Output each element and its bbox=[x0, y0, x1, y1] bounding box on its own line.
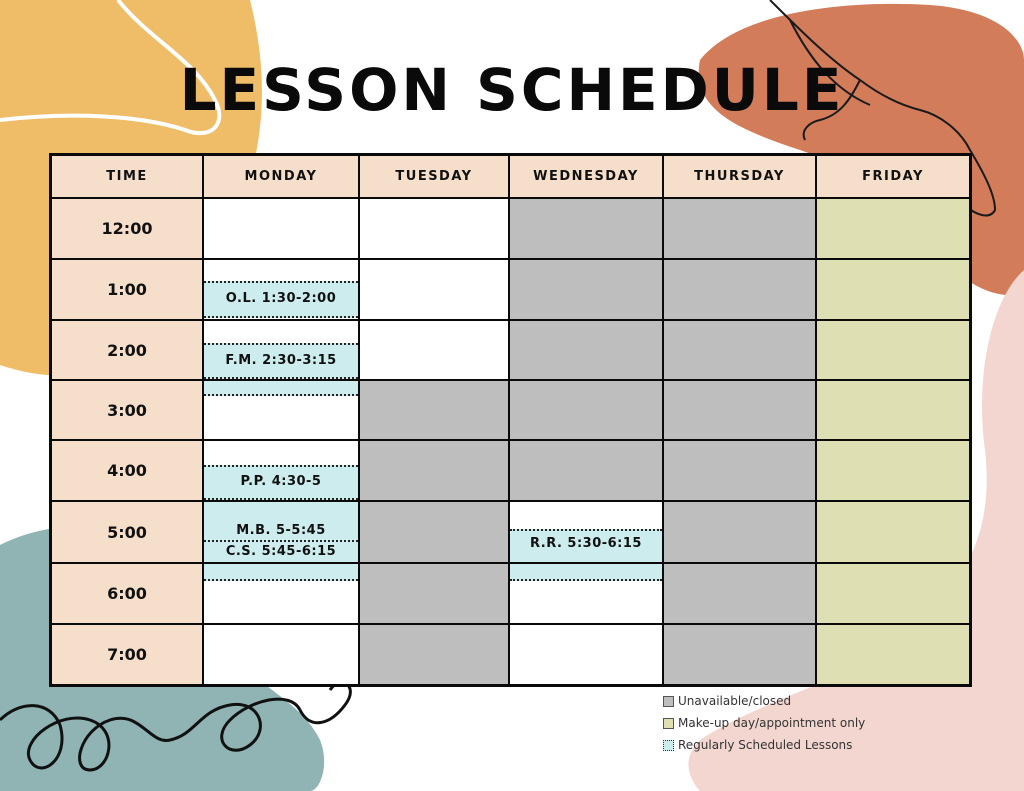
swatch-blue-icon bbox=[663, 740, 674, 751]
lesson-block-rr-b[interactable] bbox=[510, 564, 662, 581]
cell-thu-7 bbox=[664, 625, 815, 684]
lesson-label-cs: C.S. 5:45-6:15 bbox=[225, 544, 337, 559]
legend-item-unavailable bbox=[663, 690, 865, 712]
cell-tue-1[interactable] bbox=[360, 260, 508, 319]
cell-tue-5 bbox=[360, 502, 508, 562]
cell-tue-3 bbox=[360, 381, 508, 439]
lesson-label-mb: M.B. 5-5:45 bbox=[236, 523, 326, 538]
cell-fri-2[interactable] bbox=[817, 321, 969, 379]
lesson-label-pp: P.P. 4:30-5 bbox=[240, 474, 322, 489]
cell-fri-6[interactable] bbox=[817, 564, 969, 623]
lesson-label-rr: R.R. 5:30-6:15 bbox=[530, 536, 642, 551]
time-5: 5:00 bbox=[52, 502, 202, 562]
legend-item-makeup bbox=[663, 712, 865, 734]
header-thursday: THURSDAY bbox=[664, 156, 815, 197]
time-7: 7:00 bbox=[52, 625, 202, 684]
legend-item-regular bbox=[663, 734, 865, 756]
cell-wed-7[interactable] bbox=[510, 625, 662, 684]
cell-fri-1[interactable] bbox=[817, 260, 969, 319]
legend-label-unavailable: Unavailable/closed bbox=[678, 694, 792, 708]
cell-fri-5[interactable] bbox=[817, 502, 969, 562]
time-3: 3:00 bbox=[52, 381, 202, 439]
header-time: TIME bbox=[52, 156, 202, 197]
cell-thu-6 bbox=[664, 564, 815, 623]
header-friday: FRIDAY bbox=[817, 156, 969, 197]
swatch-gray-icon bbox=[663, 696, 674, 707]
cell-fri-7[interactable] bbox=[817, 625, 969, 684]
legend bbox=[663, 690, 865, 756]
lesson-label-fm: F.M. 2:30-3:15 bbox=[225, 353, 337, 368]
cell-tue-4 bbox=[360, 441, 508, 500]
cell-fri-3[interactable] bbox=[817, 381, 969, 439]
cell-tue-12[interactable] bbox=[360, 199, 508, 258]
cell-thu-12 bbox=[664, 199, 815, 258]
cell-tue-2[interactable] bbox=[360, 321, 508, 379]
lesson-label-ol: O.L. 1:30-2:00 bbox=[225, 291, 337, 306]
schedule-grid bbox=[49, 153, 972, 687]
cell-thu-3 bbox=[664, 381, 815, 439]
time-2: 2:00 bbox=[52, 321, 202, 379]
cell-fri-12[interactable] bbox=[817, 199, 969, 258]
cell-fri-4[interactable] bbox=[817, 441, 969, 500]
cell-tue-7 bbox=[360, 625, 508, 684]
header-tuesday: TUESDAY bbox=[360, 156, 508, 197]
time-4: 4:00 bbox=[52, 441, 202, 500]
cell-wed-1 bbox=[510, 260, 662, 319]
cell-tue-6 bbox=[360, 564, 508, 623]
cell-wed-3 bbox=[510, 381, 662, 439]
lesson-block-cs-b[interactable] bbox=[204, 564, 358, 581]
time-12: 12:00 bbox=[52, 199, 202, 258]
time-1: 1:00 bbox=[52, 260, 202, 319]
lesson-block-fm-b[interactable] bbox=[204, 381, 358, 396]
cell-thu-1 bbox=[664, 260, 815, 319]
cell-wed-2 bbox=[510, 321, 662, 379]
legend-label-regular: Regularly Scheduled Lessons bbox=[678, 738, 853, 752]
header-monday: MONDAY bbox=[204, 156, 358, 197]
cell-wed-12 bbox=[510, 199, 662, 258]
cell-mon-7[interactable] bbox=[204, 625, 358, 684]
cell-thu-4 bbox=[664, 441, 815, 500]
header-wednesday: WEDNESDAY bbox=[510, 156, 662, 197]
cell-wed-4 bbox=[510, 441, 662, 500]
legend-label-makeup: Make-up day/appointment only bbox=[678, 716, 866, 730]
cell-thu-5 bbox=[664, 502, 815, 562]
cell-thu-2 bbox=[664, 321, 815, 379]
time-6: 6:00 bbox=[52, 564, 202, 623]
swatch-olive-icon bbox=[663, 718, 674, 729]
cell-mon-12[interactable] bbox=[204, 199, 358, 258]
page-title: LESSON SCHEDULE bbox=[179, 56, 845, 124]
